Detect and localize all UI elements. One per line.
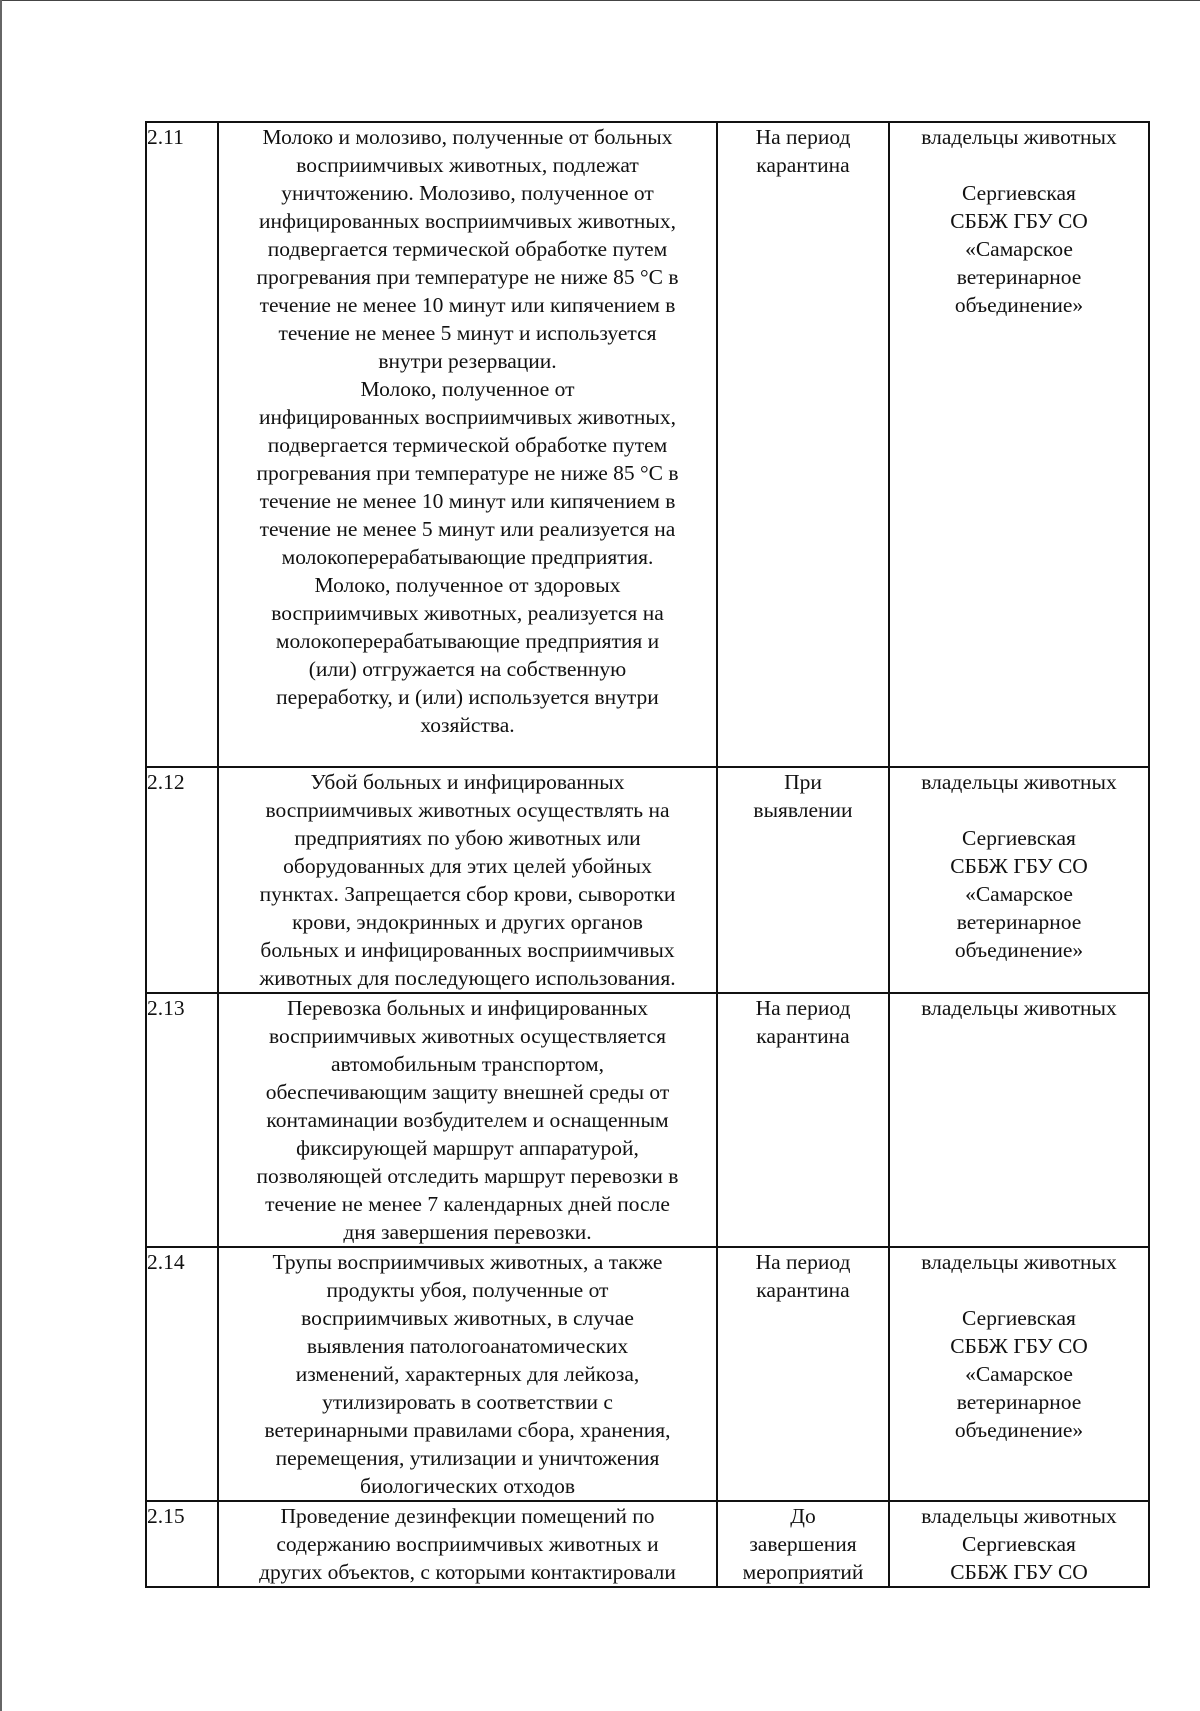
text-line: Молоко, полученное от	[360, 377, 575, 401]
row-number: 2.14	[146, 1247, 218, 1501]
measure-responsible	[889, 122, 1149, 767]
text-line: течение не менее 5 минут или реализуется на	[259, 517, 676, 541]
resp-line: объединение»	[954, 293, 1084, 317]
text-line: содержанию восприимчивых животных и	[276, 1532, 659, 1556]
text-line: обеспечивающим защиту внешней среды от	[265, 1080, 670, 1104]
text-line: инфицированных восприимчивых животных,	[258, 209, 676, 233]
text-line: молокоперерабатывающие предприятия.	[281, 545, 654, 569]
resp-line: ветеринарное	[956, 265, 1082, 289]
resp-owner: владельцы животных	[921, 1250, 1117, 1274]
resp-owner: владельцы животных	[921, 770, 1117, 794]
table-row	[146, 1247, 1149, 1501]
text-line: автомобильным транспортом,	[330, 1052, 605, 1076]
text-line: хозяйства.	[420, 713, 515, 737]
text-line: ветеринарными правилами сбора, хранения,	[264, 1418, 671, 1442]
spacer	[890, 796, 1148, 824]
text-line: Перевозка больных и инфицированных	[286, 996, 649, 1020]
text-line: утилизировать в соответствии с	[322, 1390, 613, 1414]
resp-line: «Самарское	[965, 1362, 1073, 1386]
text-line: фиксирующей маршрут аппаратурой,	[296, 1136, 639, 1160]
text-line: внутри резервации.	[378, 349, 557, 373]
resp-line: «Самарское	[965, 882, 1073, 906]
measure-responsible	[889, 993, 1149, 1247]
measure-description	[218, 1501, 717, 1587]
text-line: прогревания при температуре не ниже 85 °С в	[256, 461, 679, 485]
scan-top-edge	[0, 0, 1200, 1]
measure-description	[218, 122, 717, 767]
measure-description	[218, 767, 717, 993]
term-line: мероприятий	[742, 1560, 864, 1584]
text-line: Проведение дезинфекции помещений по	[280, 1504, 655, 1528]
text-line: течение не менее 10 минут или кипячением в	[259, 293, 676, 317]
measure-term	[717, 122, 889, 767]
text-line: выявления патологоанатомических	[306, 1334, 629, 1358]
table-row	[146, 122, 1149, 767]
term-line: карантина	[756, 1278, 850, 1302]
text-line: Убой больных и инфицированных	[310, 770, 625, 794]
term-line: выявлении	[753, 798, 853, 822]
resp-line: СББЖ ГБУ СО	[950, 1560, 1088, 1584]
measure-description	[218, 993, 717, 1247]
row-number: 2.12	[146, 767, 218, 993]
text-line: инфицированных восприимчивых животных,	[258, 405, 676, 429]
resp-line: Сергиевская	[962, 826, 1076, 850]
text-line: больных и инфицированных восприимчивых	[260, 938, 675, 962]
text-line: восприимчивых животных осуществлять на	[265, 798, 670, 822]
text-line: пунктах. Запрещается сбор крови, сыворотки	[259, 882, 676, 906]
table-row	[146, 993, 1149, 1247]
resp-line: СББЖ ГБУ СО	[950, 209, 1088, 233]
text-line: молокоперерабатывающие предприятия и	[275, 629, 660, 653]
row-number: 2.13	[146, 993, 218, 1247]
text-line: подвергается термической обработке путем	[267, 237, 668, 261]
term-line: завершения	[749, 1532, 857, 1556]
text-line: животных для последующего использования.	[259, 966, 676, 990]
text-line: переработку, и (или) используется внутри	[276, 685, 659, 709]
resp-line: Сергиевская	[962, 1532, 1076, 1556]
text-line: уничтожению. Молозиво, полученное от	[281, 181, 654, 205]
measure-responsible	[889, 1501, 1149, 1587]
text-line: контаминации возбудителем и оснащенным	[266, 1108, 669, 1132]
text-line: восприимчивых животных, подлежат	[296, 153, 639, 177]
resp-line: СББЖ ГБУ СО	[950, 854, 1088, 878]
text-line: изменений, характерных для лейкоза,	[295, 1362, 640, 1386]
term-line: На период	[755, 125, 851, 149]
resp-line: ветеринарное	[956, 910, 1082, 934]
spacer	[890, 1276, 1148, 1304]
measure-responsible	[889, 1247, 1149, 1501]
text-line: восприимчивых животных, в случае	[301, 1306, 634, 1330]
text-line: биологических отходов	[360, 1474, 575, 1498]
row-number: 2.15	[146, 1501, 218, 1587]
text-line: подвергается термической обработке путем	[267, 433, 668, 457]
measure-term	[717, 1247, 889, 1501]
measures-table	[145, 121, 1150, 1588]
term-line: До	[790, 1504, 816, 1528]
scan-left-edge	[0, 0, 2, 1711]
resp-line: объединение»	[954, 938, 1084, 962]
spacer	[890, 151, 1148, 179]
text-line: Трупы восприимчивых животных, а также	[272, 1250, 663, 1274]
table-row	[146, 1501, 1149, 1587]
resp-line: Сергиевская	[962, 181, 1076, 205]
resp-owner: владельцы животных	[921, 996, 1117, 1020]
term-line: На период	[755, 1250, 851, 1274]
resp-line: Сергиевская	[962, 1306, 1076, 1330]
resp-line: СББЖ ГБУ СО	[950, 1334, 1088, 1358]
text-line: продукты убоя, полученные от	[326, 1278, 609, 1302]
term-line: На период	[755, 996, 851, 1020]
measure-term	[717, 993, 889, 1247]
resp-line: «Самарское	[965, 237, 1073, 261]
text-line: Молоко, полученное от здоровых	[314, 573, 621, 597]
term-line: карантина	[756, 153, 850, 177]
text-line: Молоко и молозиво, полученные от больных	[262, 125, 673, 149]
text-line: течение не менее 10 минут или кипячением в	[259, 489, 676, 513]
term-line: карантина	[756, 1024, 850, 1048]
text-line: (или) отгружается на собственную	[308, 657, 627, 681]
table-row	[146, 767, 1149, 993]
text-line: оборудованных для этих целей убойных	[283, 854, 652, 878]
measure-responsible	[889, 767, 1149, 993]
text-line: перемещения, утилизации и уничтожения	[275, 1446, 660, 1470]
text-line: прогревания при температуре не ниже 85 °С в	[256, 265, 679, 289]
resp-line: объединение»	[954, 1418, 1084, 1442]
text-line: крови, эндокринных и других органов	[292, 910, 643, 934]
row-number: 2.11	[146, 122, 218, 767]
text-line: дня завершения перевозки.	[343, 1220, 592, 1244]
text-line: позволяющей отследить маршрут перевозки в	[256, 1164, 679, 1188]
term-line: При	[784, 770, 822, 794]
text-line: предприятиях по убою животных или	[294, 826, 641, 850]
text-line: течение не менее 5 минут и используется	[278, 321, 657, 345]
text-line: других объектов, с которыми контактировали	[259, 1560, 676, 1584]
measure-description	[218, 1247, 717, 1501]
text-line: восприимчивых животных, реализуется на	[271, 601, 664, 625]
resp-line: владельцы животных	[921, 1504, 1117, 1528]
text-line: восприимчивых животных осуществляется	[268, 1024, 667, 1048]
resp-line: ветеринарное	[956, 1390, 1082, 1414]
measure-term	[717, 1501, 889, 1587]
measure-term	[717, 767, 889, 993]
resp-owner: владельцы животных	[921, 125, 1117, 149]
text-line: течение не менее 7 календарных дней после	[265, 1192, 670, 1216]
